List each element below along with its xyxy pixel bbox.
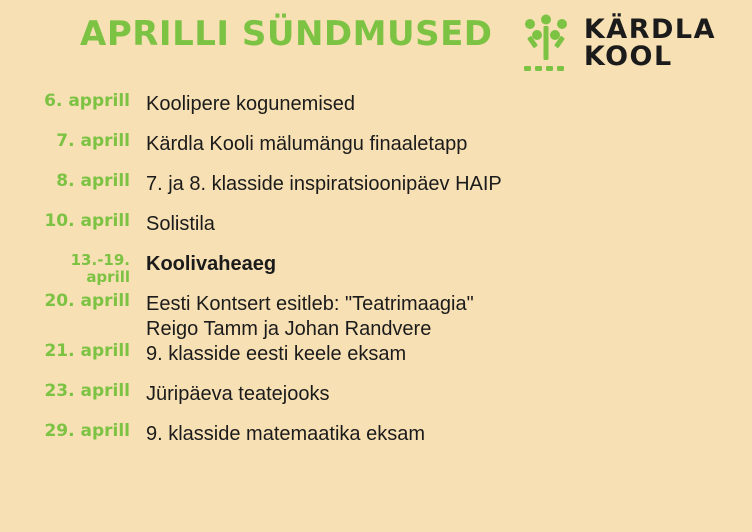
event-row bbox=[0, 92, 752, 132]
event-title-line-1: 9. klasside matemaatika eksam bbox=[146, 423, 426, 445]
event-row bbox=[0, 422, 752, 462]
event-date: 10. aprill bbox=[44, 211, 130, 231]
event-title bbox=[146, 212, 752, 237]
event-row bbox=[0, 252, 752, 292]
logo-line-2: KOOL bbox=[583, 41, 673, 72]
event-title-line-1: Koolipere kogunemised bbox=[146, 93, 356, 115]
event-title-line-1: Solistila bbox=[146, 213, 215, 235]
poster-header bbox=[0, 0, 752, 92]
school-logo bbox=[518, 14, 716, 72]
event-title bbox=[146, 422, 752, 447]
event-date: 23. aprill bbox=[44, 381, 130, 401]
event-date: 21. aprill bbox=[44, 341, 130, 361]
event-row bbox=[0, 382, 752, 422]
page-title: APRILLI SÜNDMUSED bbox=[80, 14, 493, 54]
event-title-line-1: Koolivaheaeg bbox=[146, 253, 277, 275]
event-date: 8. aprill bbox=[56, 171, 130, 191]
event-row bbox=[0, 342, 752, 382]
logo-line-1: KÄRDLA bbox=[583, 14, 716, 45]
tree-icon bbox=[518, 14, 574, 72]
event-title bbox=[146, 132, 752, 157]
logo-wordmark bbox=[584, 16, 716, 70]
event-title-line-1: 7. ja 8. klasside inspiratsioonipäev HAIP bbox=[146, 173, 502, 195]
event-title-line-1: Kärdla Kooli mälumängu finaaletapp bbox=[146, 133, 468, 155]
event-date: 13.-19. aprill bbox=[70, 251, 130, 287]
event-title bbox=[146, 292, 752, 342]
event-row bbox=[0, 212, 752, 252]
event-title-line-1: 9. klasside eesti keele eksam bbox=[146, 343, 407, 365]
event-row bbox=[0, 292, 752, 342]
event-date: 6. apprill bbox=[44, 91, 130, 111]
event-title-line-1: Eesti Kontsert esitleb: "Teatrimaagia" bbox=[146, 293, 474, 315]
event-title-line-2: Reigo Tamm ja Johan Randvere bbox=[146, 318, 432, 340]
event-date: 20. aprill bbox=[44, 291, 130, 311]
event-date: 7. aprill bbox=[56, 131, 130, 151]
event-title bbox=[146, 172, 752, 197]
event-title bbox=[146, 382, 752, 407]
event-title bbox=[146, 342, 752, 367]
event-title-line-1: Jüripäeva teatejooks bbox=[146, 383, 330, 405]
event-title bbox=[146, 252, 752, 277]
events-list bbox=[0, 92, 752, 532]
event-title bbox=[146, 92, 752, 117]
event-row bbox=[0, 172, 752, 212]
event-date: 29. aprill bbox=[44, 421, 130, 441]
event-row bbox=[0, 132, 752, 172]
